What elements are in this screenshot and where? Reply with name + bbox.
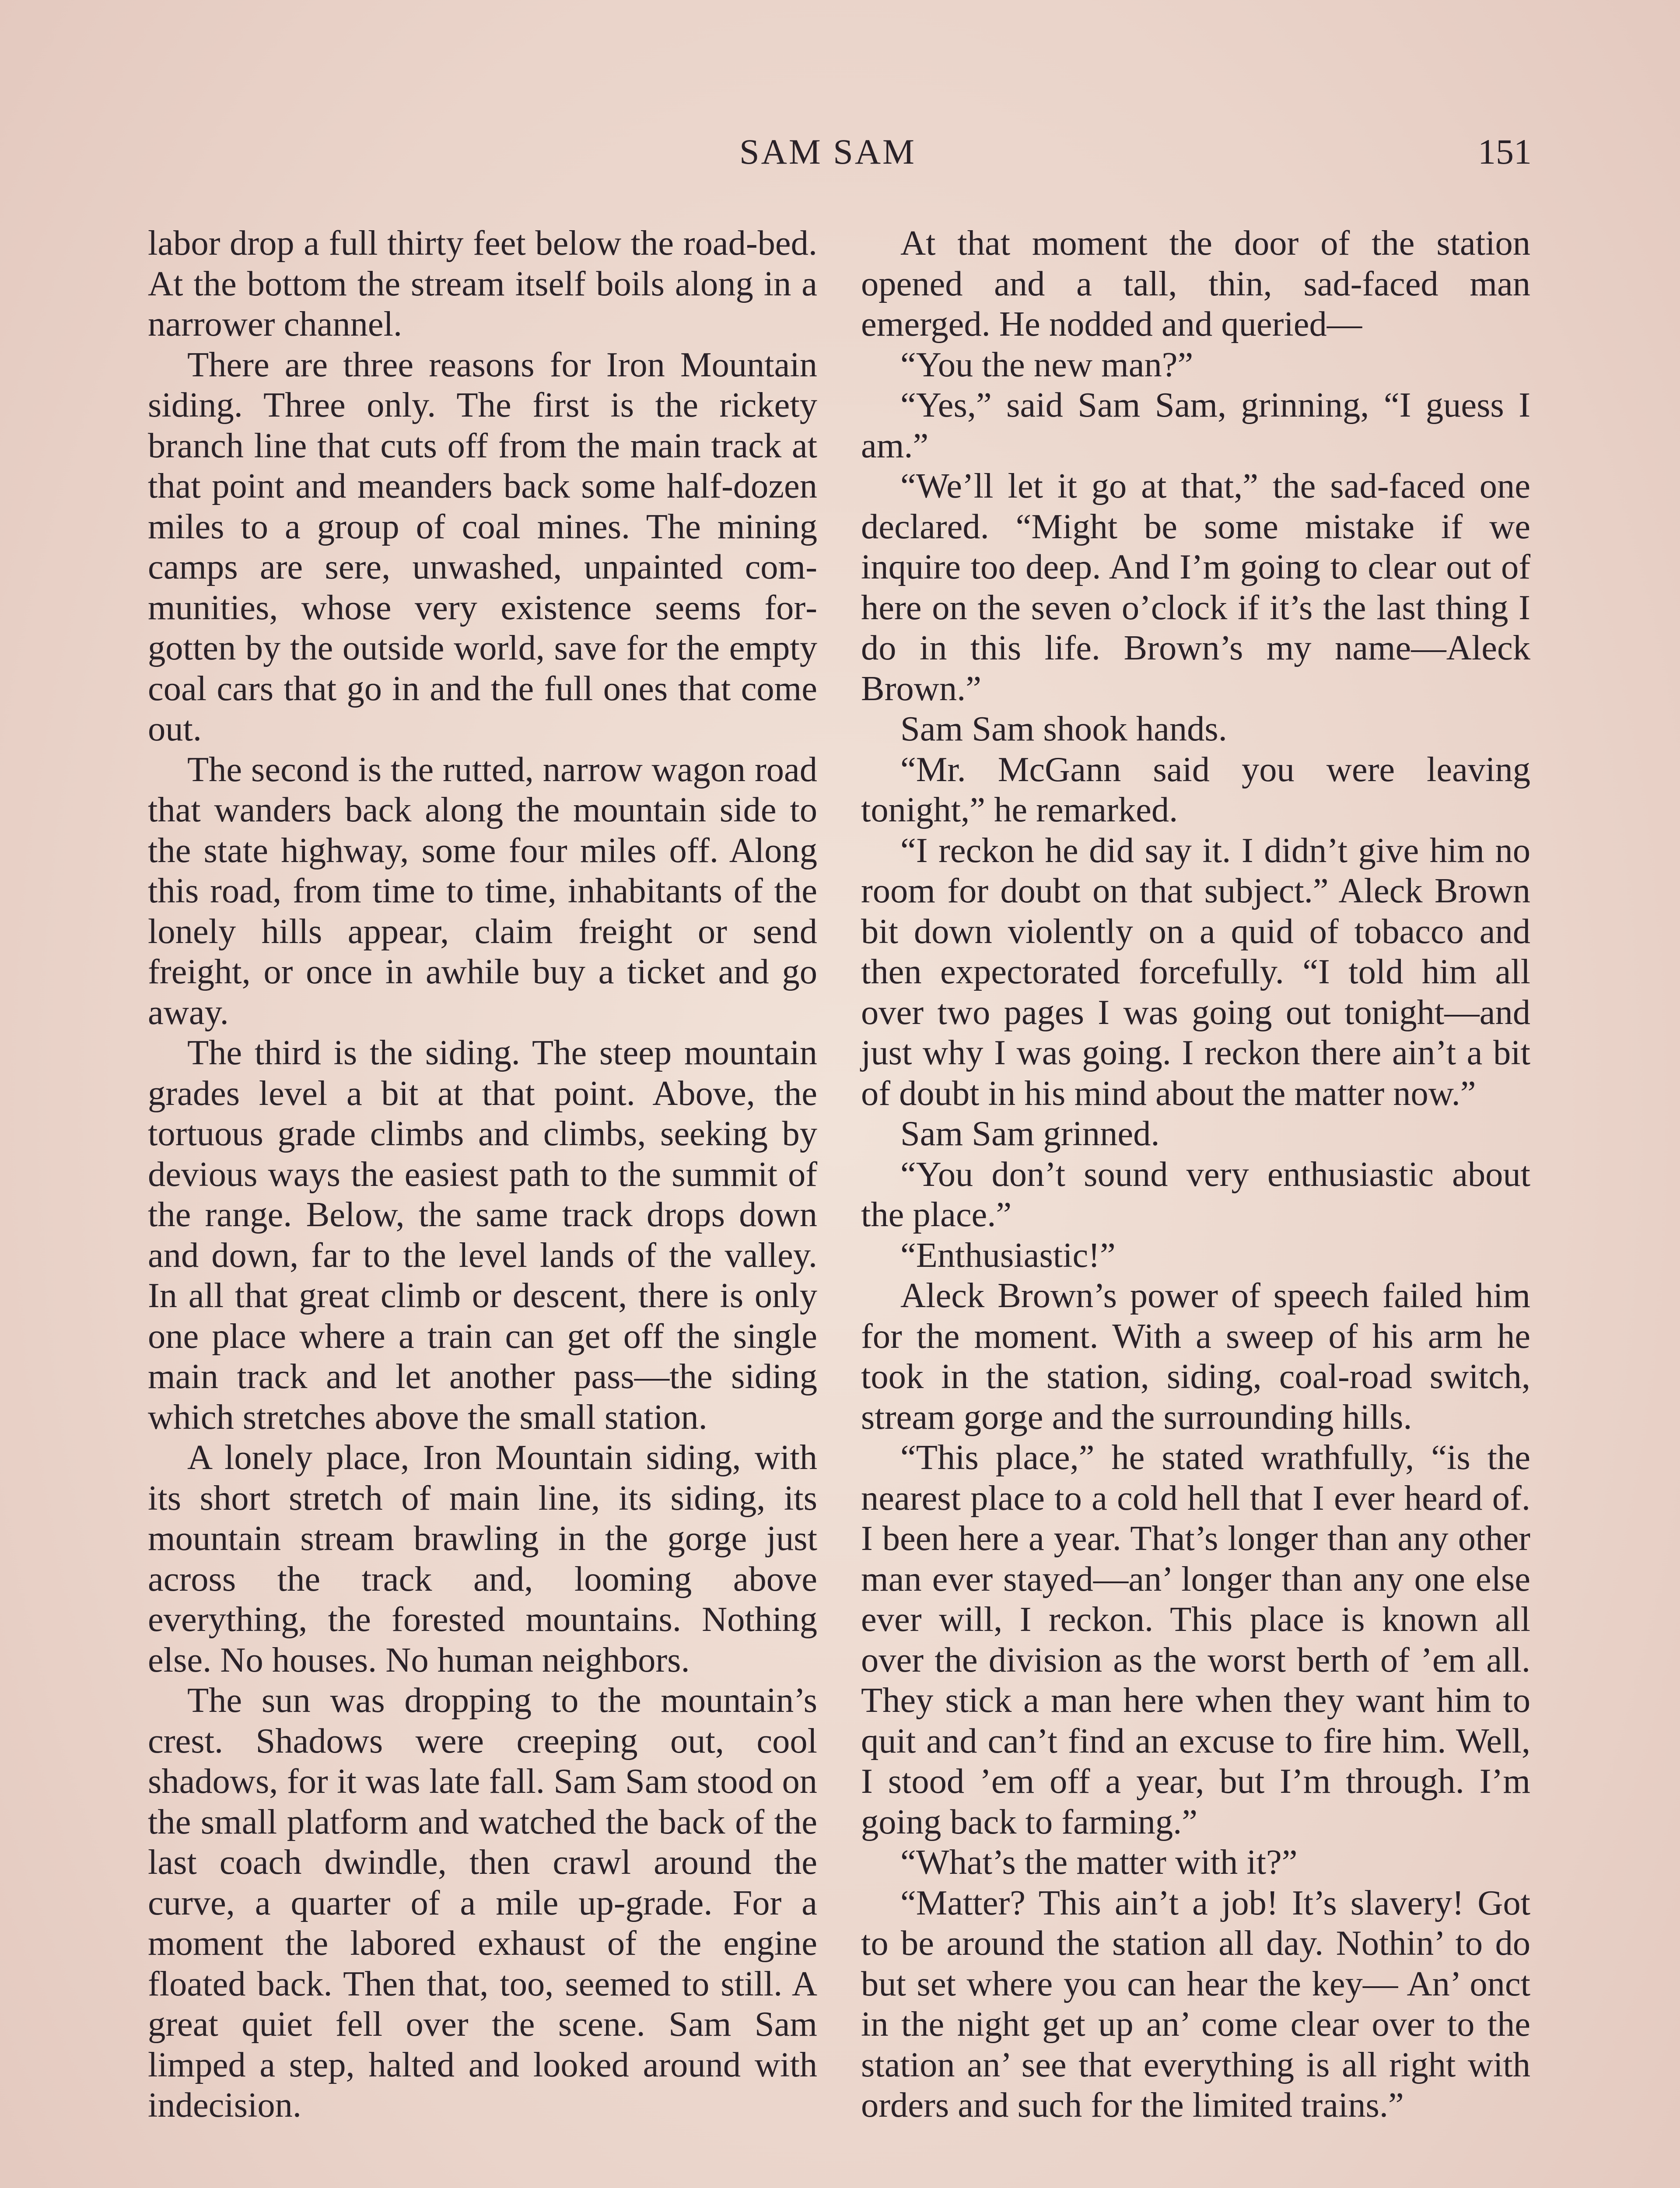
paragraph: The sun was dropping to the mountain’s crest. Shadows were creeping out, cool shadows, for it was late fall. Sam Sam stood on the small platform and watched the back of the last coach dwindle, then crawl around the curve, a quarter of a mile up-grade. For a moment the labored exhaust of the engine floated back. Then that, too, seemed to still. A great quiet fell over the scene. Sam Sam limped a step, halted and looked around with indecision. xyxy=(148,1681,817,2125)
paragraph: “Mr. McGann said you were leaving tonight,” he remarked. xyxy=(861,750,1530,829)
paragraph: Sam Sam grinned. xyxy=(900,1114,1160,1153)
right-column xyxy=(861,223,1530,2126)
paragraph: “You don’t sound very enthusiastic about the place.” xyxy=(861,1154,1530,1234)
paragraph: A lonely place, Iron Mountain siding, with its short stretch of main line, its siding, its mountain stream brawling in the gorge just across the track and, looming above everything, the forested mountains. Nothing else. No houses. No human neighbors. xyxy=(148,1438,817,1680)
paragraph: Sam Sam shook hands. xyxy=(900,709,1227,748)
paragraph: “What’s the matter with it?” xyxy=(900,1843,1298,1882)
running-title: SAM SAM xyxy=(739,132,916,172)
paragraph: “Enthusiastic!” xyxy=(900,1235,1116,1275)
paragraph: At that moment the door of the station opened and a tall, thin, sad-faced man emerged. He nodded and queried— xyxy=(861,224,1530,344)
paragraph: labor drop a full thirty feet below the road-bed. At the bottom the stream itself boils along in a narrower channel. xyxy=(148,224,817,344)
paragraph: “Matter? This ain’t a job! It’s slavery! Got to be around the station all day. Nothin’ to do but set where you can hear the key— An’ onct in the night get up an’ come clear over to the station an’ see that everything is all right with orders and such for the limited trains.” xyxy=(861,1883,1530,2125)
page-header xyxy=(0,131,1680,184)
paragraph: “You the new man?” xyxy=(900,345,1194,384)
paragraph: There are three reasons for Iron Mountain siding. Three only. The first is the rickety branch line that cuts off from the main track at that point and meanders back some half-dozen miles to a group of coal mines. The mining camps are sere, unwashed, unpainted communities, whose very existence seems forgotten by the outside world, save for the empty coal cars that go in and the full ones that come out. xyxy=(148,345,817,748)
paragraph: The third is the siding. The steep mountain grades level a bit at that point. Above, the tortuous grade climbs and climbs, seeking by devious ways the easiest path to the summit of the range. Below, the same track drops down and down, far to the level lands of the valley. In all that great climb or descent, there is only one place where a train can get off the single main track and let another pass—the siding which stretches above the small station. xyxy=(148,1033,817,1437)
paragraph: “We’ll let it go at that,” the sad-faced one declared. “Might be some mistake if we inquire too deep. And I’m going to clear out of here on the seven o’clock if it’s the last thing I do in this life. Brown’s my name—Aleck Brown.” xyxy=(861,466,1530,708)
left-column xyxy=(148,223,817,2126)
paragraph: “Yes,” said Sam Sam, grinning, “I guess I am.” xyxy=(861,386,1530,465)
paragraph: “I reckon he did say it. I didn’t give him no room for doubt on that subject.” Aleck Brown bit down violently on a quid of tobacco and then expectorated forcefully. “I told him all over two pages I was going out tonight—and just why I was going. I reckon there ain’t a bit of doubt in his mind about the matter now.” xyxy=(861,831,1530,1113)
paragraph: Aleck Brown’s power of speech failed him for the moment. With a sweep of his arm he took in the station, siding, coal-road switch, stream gorge and the surrounding hills. xyxy=(861,1276,1530,1437)
page-number: 151 xyxy=(1478,132,1532,172)
paragraph: “This place,” he stated wrathfully, “is the nearest place to a cold hell that I ever heard of. I been here a year. That’s longer than any other man ever stayed—an’ longer than any one else ever will, I reckon. This place is known all over the division as the worst berth of ’em all. They stick a man here when they want him to quit and can’t find an excuse to fire him. Well, I stood ’em off a year, but I’m through. I’m going back to farming.” xyxy=(861,1438,1530,1841)
paragraph: The second is the rutted, narrow wagon road that wanders back along the mountain side to the state highway, some four miles off. Along this road, from time to time, inhabitants of the lonely hills appear, claim freight or send freight, or once in awhile buy a ticket and go away. xyxy=(148,750,817,1032)
